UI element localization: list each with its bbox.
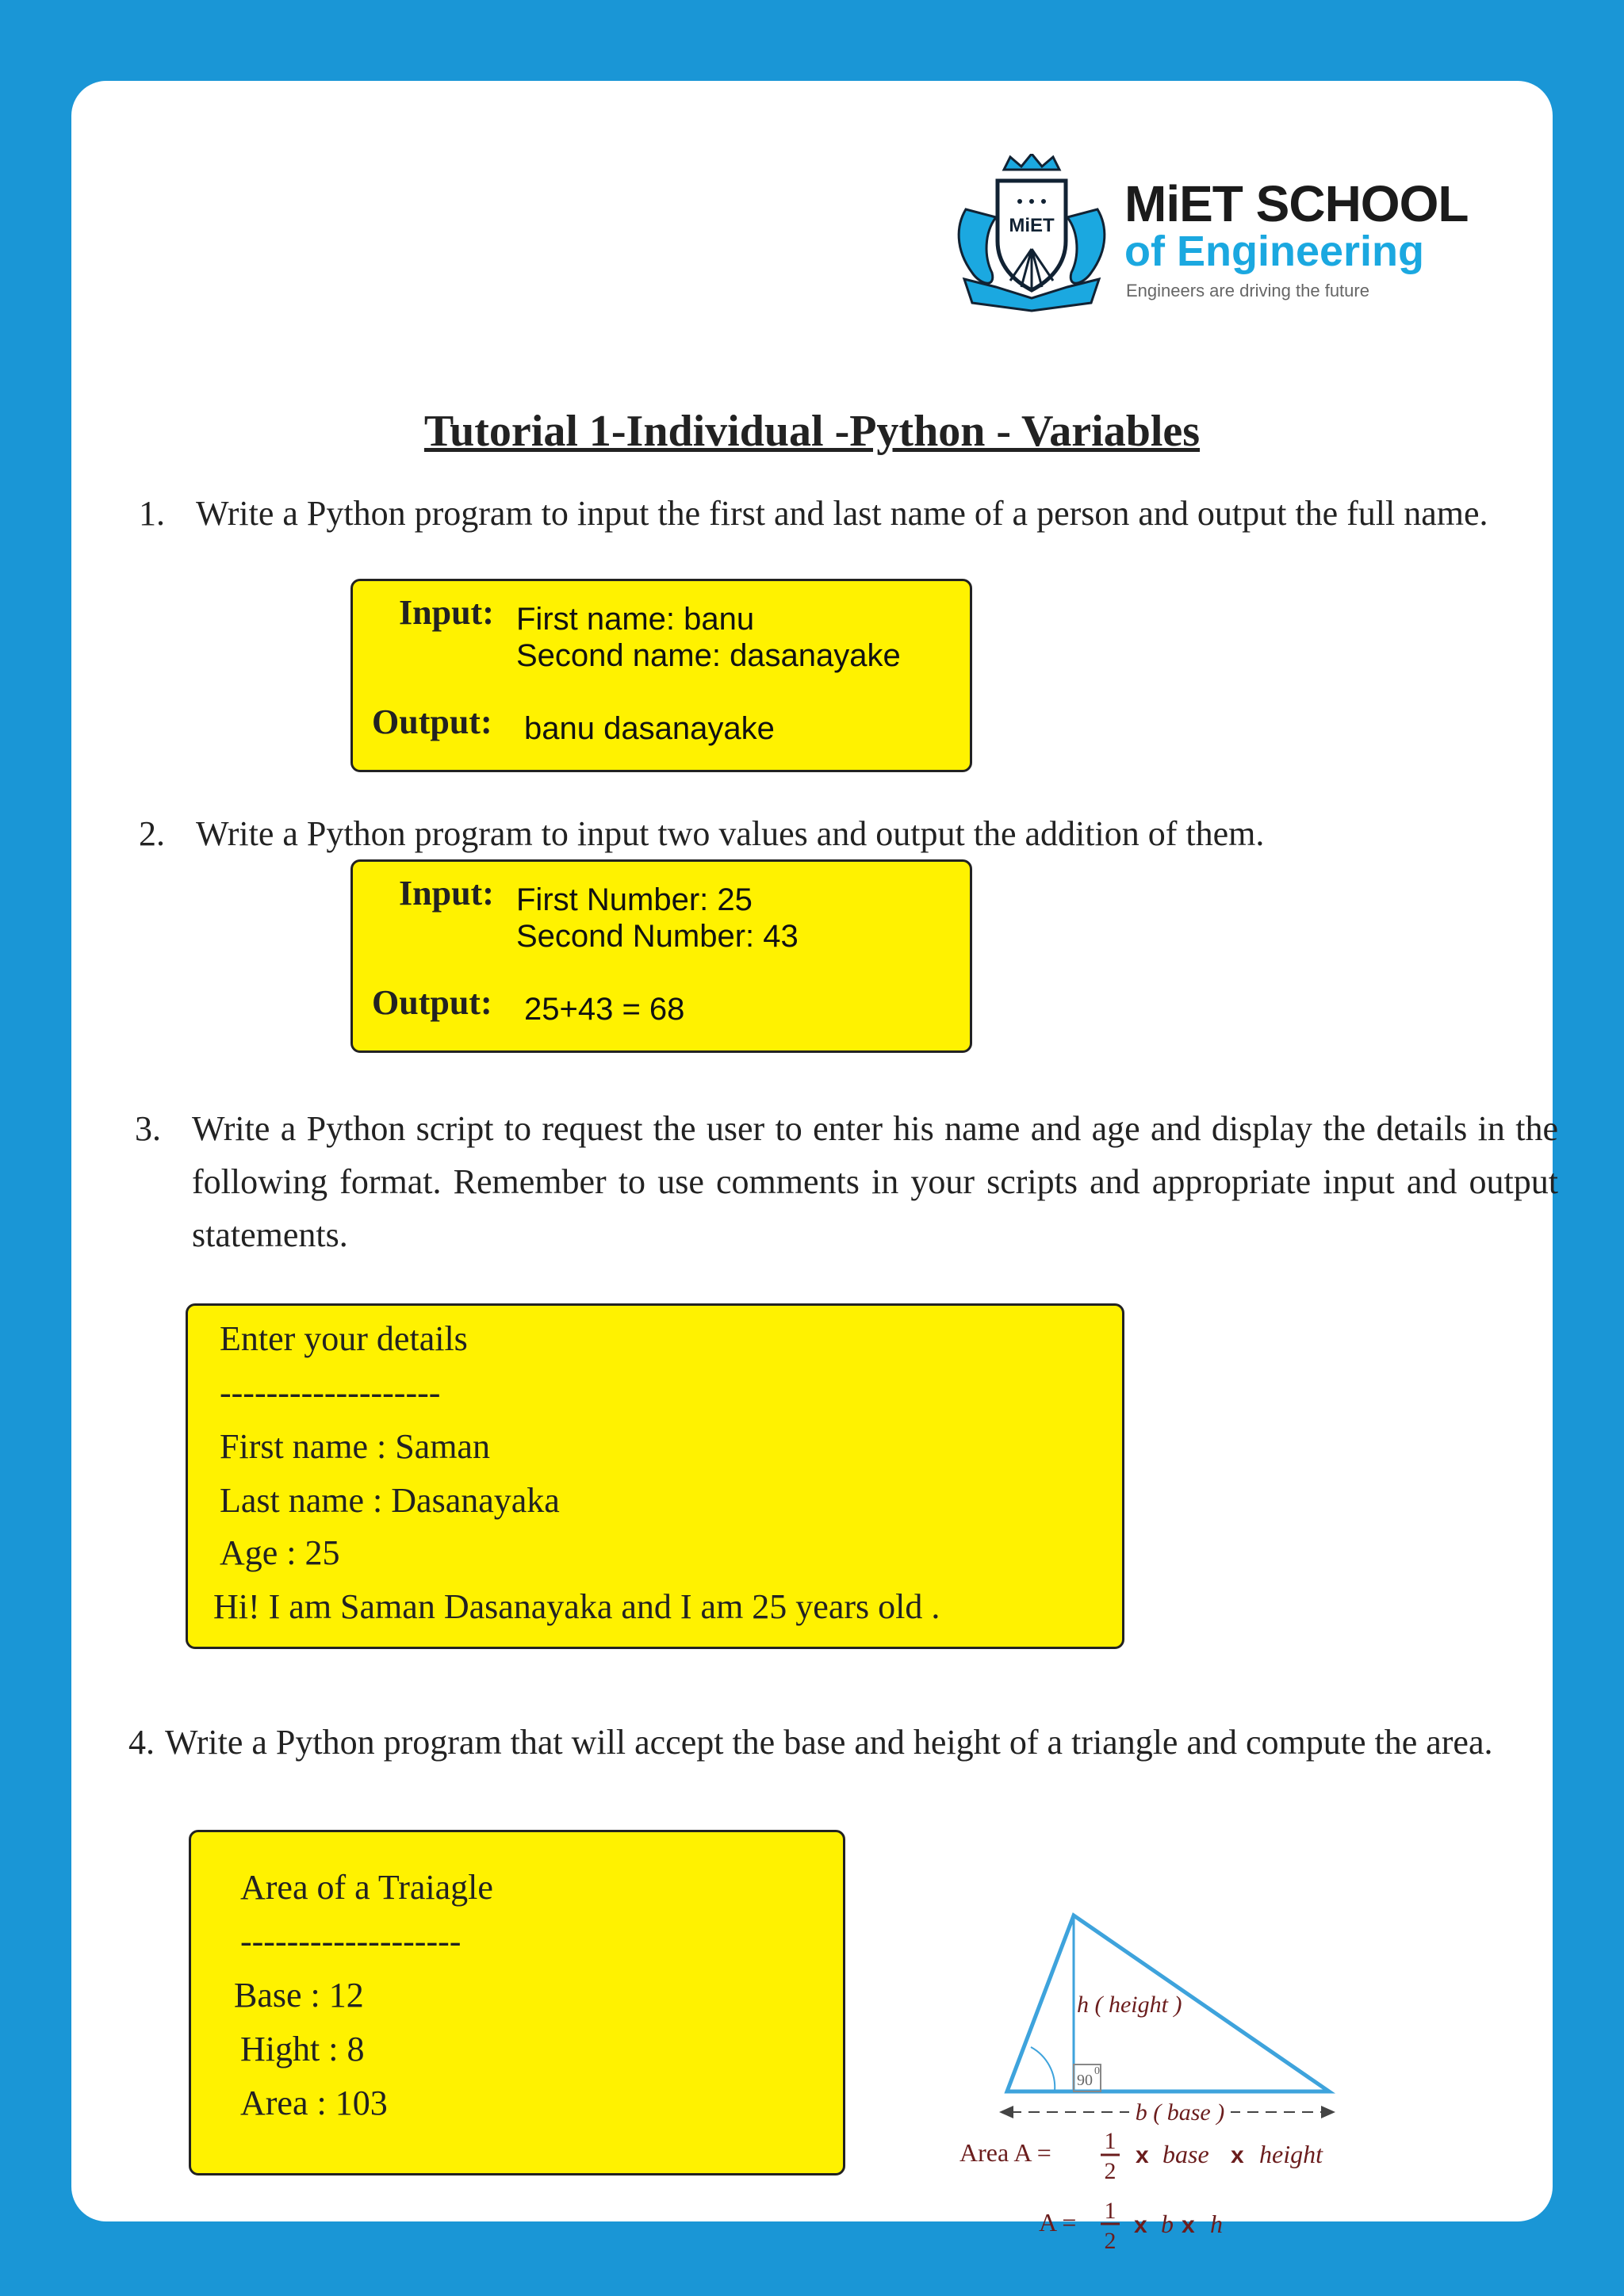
formula-height-word: height <box>1259 2140 1323 2168</box>
times-sign: x <box>1134 2212 1147 2238</box>
box-line: Area of a Traiagle <box>240 1868 493 1907</box>
box-line: ------------------- <box>220 1373 441 1412</box>
box-line: Hight : 8 <box>240 2030 365 2068</box>
question-3 <box>135 1102 1558 1261</box>
formula-prefix: A = <box>1039 2208 1077 2237</box>
question-number: 4. <box>128 1723 155 1762</box>
input-label: Input: <box>399 593 494 632</box>
times-sign: x <box>1182 2212 1195 2238</box>
box-line: Hi! I am Saman Dasanayaka and I am 25 years old . <box>213 1587 940 1626</box>
question-2 <box>139 807 1558 860</box>
logo-title: MiET SCHOOL <box>1124 175 1469 232</box>
school-logo <box>948 154 1472 312</box>
question-4 <box>128 1716 1558 1769</box>
base-label: b ( base ) <box>1135 2099 1225 2126</box>
fraction-numerator: 1 <box>1104 2128 1116 2154</box>
input-line: Second name: dasanayake <box>516 638 901 673</box>
crest-icon <box>948 154 1115 312</box>
output-value: 25+43 = 68 <box>524 992 685 1027</box>
times-sign: x <box>1231 2142 1244 2168</box>
question-text: Write a Python program that will accept the base and height of a triangle and compute the area. <box>165 1723 1493 1762</box>
emblem-text: MiET <box>1009 215 1055 236</box>
question-text: Write a Python script to request the user to enter his name and age and display the details in the following format. Remember to use comments in your scripts and appropriate input and output statements. <box>192 1109 1558 1254</box>
formula-b: b <box>1161 2210 1174 2238</box>
example-box-4 <box>189 1830 845 2175</box>
question-number: 1. <box>139 494 165 533</box>
page-title: Tutorial 1-Individual -Python - Variables <box>423 407 1201 456</box>
times-sign: x <box>1136 2142 1149 2168</box>
angle-label: 90 <box>1077 2072 1093 2089</box>
angle-superscript: 0 <box>1094 2065 1100 2077</box>
input-label: Input: <box>399 874 494 913</box>
question-number: 3. <box>135 1109 161 1148</box>
height-label: h ( height ) <box>1077 1992 1182 2018</box>
area-formula <box>959 2128 1323 2184</box>
triangle-area-diagram <box>952 1822 1427 2266</box>
logo-tagline: Engineers are driving the future <box>1126 281 1369 300</box>
box-line: Age : 25 <box>220 1533 340 1572</box>
example-box-1 <box>350 579 972 772</box>
box-line: Enter your details <box>220 1319 468 1358</box>
fraction-denominator: 2 <box>1104 2228 1116 2254</box>
box-line: ------------------- <box>240 1922 462 1961</box>
fraction-denominator: 2 <box>1104 2158 1116 2184</box>
worksheet-page <box>71 81 1558 2254</box>
question-1 <box>139 487 1558 540</box>
input-line: First name: banu <box>516 602 755 637</box>
short-formula <box>1039 2198 1223 2254</box>
question-number: 2. <box>139 814 165 853</box>
example-box-3 <box>186 1303 1124 1649</box>
output-value: banu dasanayake <box>524 711 775 746</box>
question-text: Write a Python program to input two values and output the addition of them. <box>196 814 1265 853</box>
formula-h: h <box>1210 2210 1223 2238</box>
output-label: Output: <box>372 983 492 1022</box>
output-label: Output: <box>372 702 492 741</box>
formula-prefix: Area A = <box>959 2138 1051 2167</box>
fraction-numerator: 1 <box>1104 2198 1116 2224</box>
box-line: Last name : Dasanayaka <box>220 1481 560 1520</box>
input-line: First Number: 25 <box>516 882 753 917</box>
question-text: Write a Python program to input the first and last name of a person and output the full name. <box>196 494 1488 533</box>
logo-subtitle: of Engineering <box>1124 228 1424 275</box>
formula-base-word: base <box>1162 2140 1209 2168</box>
box-line: First name : Saman <box>220 1427 490 1466</box>
box-line: Base : 12 <box>234 1976 364 2015</box>
example-box-2 <box>350 859 972 1053</box>
input-line: Second Number: 43 <box>516 919 799 954</box>
box-line: Area : 103 <box>240 2084 388 2122</box>
